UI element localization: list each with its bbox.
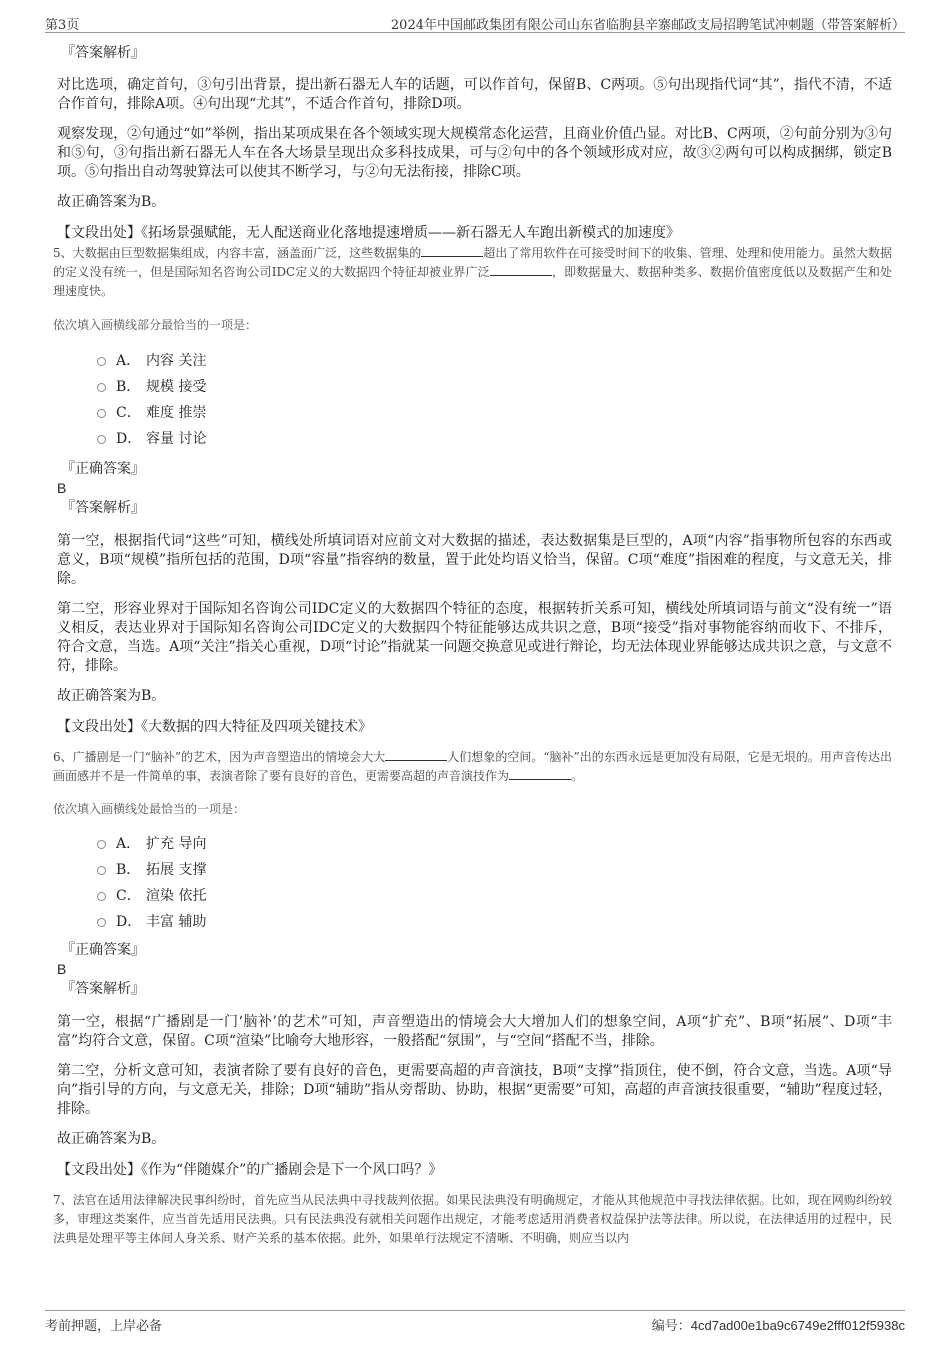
correct-answer: B <box>57 480 67 496</box>
option-c[interactable]: C． 难度 推崇 <box>97 400 892 426</box>
source-citation: 【文段出处】《拓场景强赋能，无人配送商业化落地提速增质——新石器无人车跑出新模式的加速度》 <box>57 225 680 241</box>
blank <box>385 748 447 761</box>
radio-icon[interactable] <box>97 892 106 901</box>
conclusion: 故正确答案为B。 <box>57 194 166 210</box>
question-7-stem: 7、法官在适用法律解决民事纠纷时，首先应当从民法典中寻找裁判依据。如果民法典没有明确规定，才能从其他规范中寻找法律依据。比如，现在网购纠纷较多，审理这类案件，应当首先适用民法典。只有民法典没有就相关问题作出规定，才能考虑适用消费者权益保护法等法律。所以说，在法律适用的过程中，民法典是处理平等主体间人身关系、财产关系的基本依据。此外，如果单行法规定不清晰、不明确，则应当以内 <box>53 1193 892 1245</box>
correct-answer: B <box>57 961 67 977</box>
source-citation: 【文段出处】《大数据的四大特征及四项关键技术》 <box>57 719 372 735</box>
option-d[interactable]: D． 丰富 辅助 <box>97 909 892 935</box>
radio-icon[interactable] <box>97 383 106 392</box>
option-c[interactable]: C． 渲染 依托 <box>97 883 892 909</box>
analysis-paragraph: 第二空，形容业界对于国际知名咨询公司IDC定义的大数据四个特征的态度，根据转折关系可知，横线处所填词语与前文“没有统一”语义相反，表达业界对于国际知名咨询公司IDC定义的大数据四个特征能够达成共识之意，B项“接受”指对事物能容纳而收下、不排斥，符合文意，当选。A项“关注”指关心重视，D项“讨论”指就某一问题交换意见或进行辩论，均无法体现业界能够达成共识之意，与文意不符，排除。 <box>57 601 892 674</box>
option-b[interactable]: B． 规模 接受 <box>97 374 892 400</box>
source-citation: 【文段出处】《作为“伴随媒介”的广播剧会是下一个风口吗？》 <box>57 1162 443 1178</box>
analysis-paragraph: 观察发现，②句通过“如”举例，指出某项成果在各个领域实现大规模常态化运营，且商业价值凸显。对比B、C两项，②句前分别为③句和⑤句，③句指出新石器无人车在各大场景呈现出众多科技成果，可与②句中的各个领域形成对应，故③②两句可以构成捆绑，锁定B项。⑤句指出自动驾驶算法可以使其不断学习，与②句无法衔接，排除C项。 <box>57 126 892 180</box>
page-header <box>45 14 905 33</box>
radio-icon[interactable] <box>97 866 106 875</box>
blank <box>509 767 571 780</box>
question-6-stem: 6、广播剧是一门“脑补”的艺术，因为声音塑造出的情境会大大 人们想象的空间。“脑补”出的东西永远是更加没有局限，它是无垠的。用声音传达出画面感并不是一件简单的事，表演者除了要有良好的音色，更需要高超的声音演技作为 。 <box>53 750 892 783</box>
radio-icon[interactable] <box>97 357 106 366</box>
correct-answer-label: 『正确答案』 <box>61 942 145 958</box>
question-5-stem: 5、大数据由巨型数据集组成，内容丰富，涵盖面广泛，这些数据集的 超出了常用软件在可接受时间下的收集、管理、处理和使用能力。虽然大数据的定义没有统一，但是国际知名咨询公司IDC定义的大数据四个特征却被业界广泛 ，即数据量大、数据种类多、数据价值密度低以及数据产生和处理速度快。 <box>53 246 892 298</box>
option-a[interactable]: A． 内容 关注 <box>97 348 892 374</box>
options-list <box>97 831 892 935</box>
analysis-paragraph: 第一空，根据“广播剧是一门‘脑补’的艺术”可知，声音塑造出的情境会大大增加人们的想象空间，A项“扩充”、B项“拓展”、D项“丰富”均符合文意，保留。C项“渲染”比喻夸大地形容，一般搭配“氛围”，与“空间”搭配不当，排除。 <box>57 1014 892 1049</box>
question-prompt: 依次填入画横线部分最恰当的一项是： <box>53 318 258 332</box>
radio-icon[interactable] <box>97 435 106 444</box>
question-prompt: 依次填入画横线处最恰当的一项是： <box>53 802 246 816</box>
radio-icon[interactable] <box>97 918 106 927</box>
document-body <box>53 44 892 1248</box>
document-title: 2024年中国邮政集团有限公司山东省临朐县辛寨邮政支局招聘笔试冲刺题（带答案解析） <box>390 18 905 33</box>
option-a[interactable]: A． 扩充 导向 <box>97 831 892 857</box>
analysis-label: 『答案解析』 <box>61 45 145 61</box>
conclusion: 故正确答案为B。 <box>57 1131 166 1147</box>
conclusion: 故正确答案为B。 <box>57 688 166 704</box>
page-number: 第3页 <box>45 18 80 33</box>
radio-icon[interactable] <box>97 840 106 849</box>
analysis-paragraph: 第一空，根据指代词“这些”可知，横线处所填词语对应前文对大数据的描述，表达数据集是巨型的，A项“内容”指事物所包容的东西或意义，B项“规模”指所包括的范围，D项“容量”指容纳的数量，置于此处均语义恰当，保留。C项“难度”指困难的程度，与文意无关，排除。 <box>57 533 892 587</box>
document-serial: 编号：4cd7ad00e1ba9c6749e2fff012f5938c <box>651 1318 905 1333</box>
blank <box>490 263 552 276</box>
correct-answer-label: 『正确答案』 <box>61 461 145 477</box>
radio-icon[interactable] <box>97 409 106 418</box>
page-footer <box>45 1310 905 1333</box>
blank <box>421 244 483 257</box>
option-b[interactable]: B． 拓展 支撑 <box>97 857 892 883</box>
options-list <box>97 348 892 452</box>
footer-motto: 考前押题，上岸必备 <box>45 1319 163 1334</box>
analysis-paragraph: 第二空，分析文意可知，表演者除了要有良好的音色，更需要高超的声音演技，B项“支撑”指顶住，使不倒，符合文意，当选。A项“导向”指引导的方向，与文意无关，排除；D项“辅助”指从旁帮助、协助，根据“更需要”可知，高超的声音演技很重要，“辅助”程度过轻，排除。 <box>57 1063 892 1117</box>
analysis-paragraph: 对比选项，确定首句，③句引出背景，提出新石器无人车的话题，可以作首句，保留B、C两项。⑤句出现指代词“其”，指代不清，不适合作首句，排除A项。④句出现“尤其”，不适合作首句，排除D项。 <box>57 77 892 112</box>
option-d[interactable]: D． 容量 讨论 <box>97 426 892 452</box>
analysis-label: 『答案解析』 <box>61 981 145 997</box>
analysis-label: 『答案解析』 <box>61 500 145 516</box>
